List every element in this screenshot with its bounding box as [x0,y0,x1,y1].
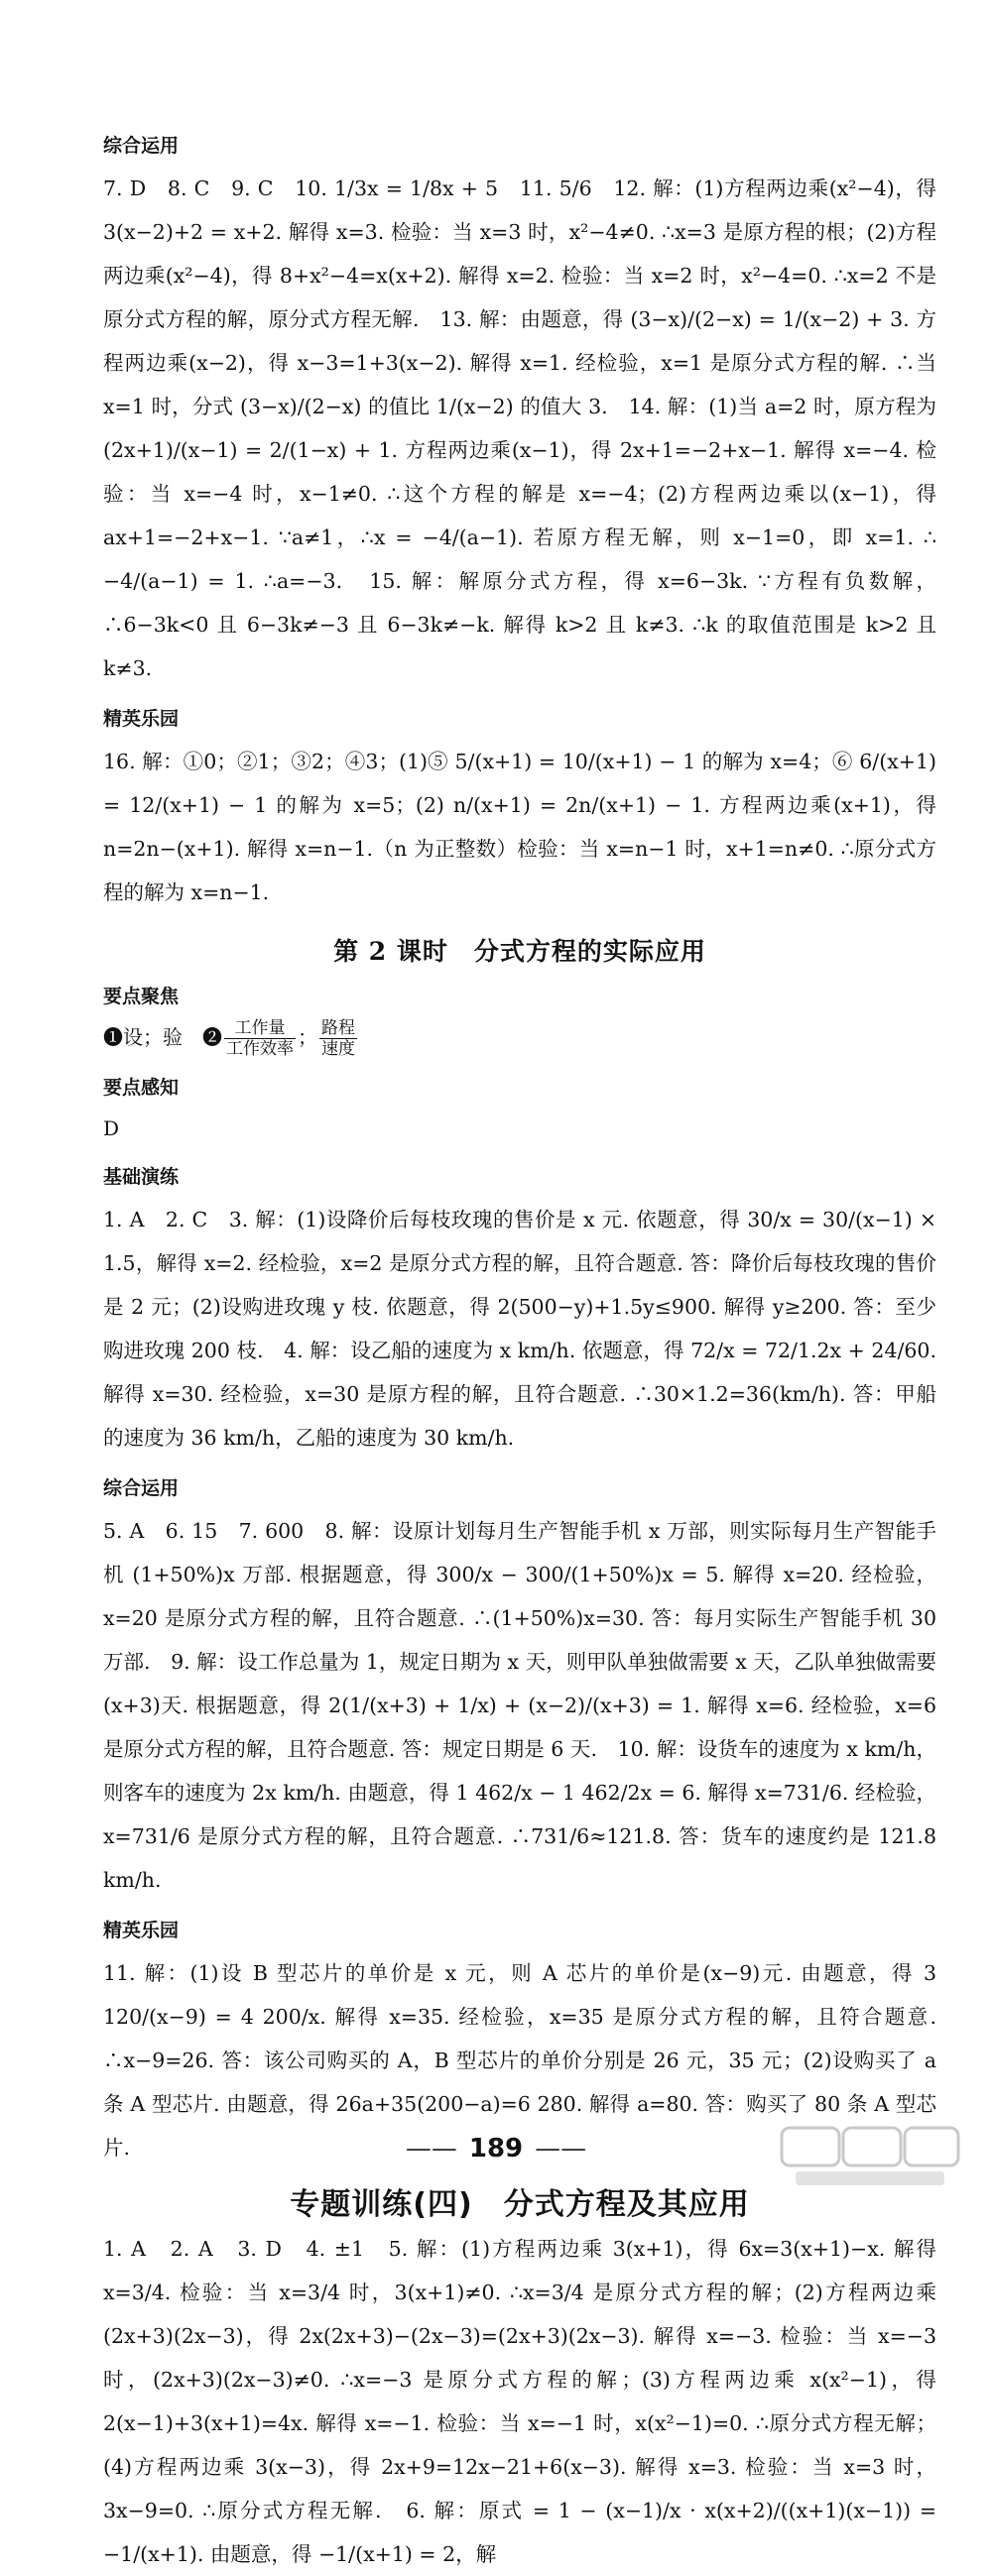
fraction-work [224,1018,296,1059]
special-training-title: 专题训练(四) 分式方程及其应用 [290,2187,750,2222]
section-heading-yaodian-ganzhi: 要点感知 [103,1077,180,1099]
section-heading-jingying: 精英乐园 [103,708,180,730]
answer-16: 16. 解：①0；②1；③2；④3；(1)⑤ 5/(x+1) = 10/(x+1) − 1 的解为 x=4；⑥ 6/(x+1) = 12/(x+1) − 1 的解为 x=5；(2) n/(x+1) = 2n/(x+1) − 1. 方程两边乘(x+1)，得 n=2n−(x+1). 解得 x=n−1.（n 为正整数）检验：当 x=n−1 时，x+1=n≠0. ∴原分式方程的解为 x=n−1. [103,750,936,904]
answers-7-15: 7. D 8. C 9. C 10. 1/3x = 1/8x + 5 11. 5/6 12. 解：(1)方程两边乘(x²−4)，得 3(x−2)+2 = x+2. 解得 x=3. 检验：当 x=3 时，x²−4≠0. ∴x=3 是原方程的根；(2)方程两边乘(x²−4)，得 8+x²−4=x(x+2). 解得 x=2. 检验：当 x=2 时，x²−4=0. ∴x=2 不是原分式方程的解，原分式方程无解. 13. 解：由题意，得 (3−x)/(2−x) = 1/(x−2) + 3. 方程两边乘(x−2)，得 x−3=1+3(x−2). 解得 x=1. 经检验，x=1 是原分式方程的解. ∴当 x=1 时，分式 (3−x)/(2−x) 的值比 1/(x−2) 的值大 3. 14. 解：(1)当 a=2 时，原方程为 (2x+1)/(x−1) = 2/(1−x) + 1. 方程两边乘(x−1)，得 2x+1=−2+x−1. 解得 x=−4. 检验：当 x=−4 时，x−1≠0. ∴这个方程的解是 x=−4；(2)方程两边乘以(x−1)，得 ax+1=−2+x−1. ∵a≠1，∴x = −4/(a−1). 若原方程无解，则 x−1=0，即 x=1. ∴ −4/(a−1) = 1. ∴a=−3. 15. 解：解原分式方程，得 x=6−3k. ∵方程有负数解，∴6−3k<0 且 6−3k≠−3 且 6−3k≠−k. 解得 k>2 且 k≠3. ∴k 的取值范围是 k>2 且 k≠3. [103,176,936,680]
page-number: 189 [468,2134,524,2164]
lesson-2-title: 第 2 课时 分式方程的实际应用 [333,937,706,966]
key-points-answer [103,1017,936,1059]
section-heading-jichu: 基础演练 [103,1166,180,1188]
watermark-logo [776,2122,964,2191]
footer-dash-right: —— [535,2134,587,2164]
section-heading-zonghe: 综合运用 [103,135,180,157]
fraction-speed-denominator: 速度 [321,1039,355,1059]
page-content [103,117,936,2576]
answers-1-4: 1. A 2. C 3. 解：(1)设降价后每枝玫瑰的售价是 x 元. 依题意，得 30/x = 30/(x−1) × 1.5，解得 x=2. 经检验，x=2 是原分式方程的解，且符合题意. 答：降价后每枝玫瑰的售价是 2 元；(2)设购进玫瑰 y 枝. 依题意，得 2(500−y)+1.5y≤900. 解得 y≥200. 答：至少购进玫瑰 200 枝. 4. 解：设乙船的速度为 x km/h. 依题意，得 72/x = 72/1.2x + 24/60. 解得 x=30. 经检验，x=30 是原方程的解，且符合题意. ∴30×1.2=36(km/h). 答：甲船的速度为 36 km/h，乙船的速度为 30 km/h. [103,1208,936,1450]
section-heading-jingying-2: 精英乐园 [103,1920,180,1941]
fraction-speed-numerator: 路程 [321,1018,355,1038]
section-heading-yaodian-juji: 要点聚焦 [103,986,180,1007]
key-points-prefix: ❶设；验 ❷ [103,1025,222,1049]
ganzhi-answer: D [103,1116,120,1140]
section-heading-zonghe-2: 综合运用 [103,1477,180,1499]
fraction-speed [319,1018,357,1059]
answers-5-10: 5. A 6. 15 7. 600 8. 解：设原计划每月生产智能手机 x 万部，则实际每月生产智能手机 (1+50%)x 万部. 根据题意，得 300/x − 300/(1+50%)x = 5. 解得 x=20. 经检验，x=20 是原分式方程的解，且符合题意. ∴(1+50%)x=30. 答：每月实际生产智能手机 30 万部. 9. 解：设工作总量为 1，规定日期为 x 天，则甲队单独做需要 x 天，乙队单独做需要(x+3)天. 根据题意，得 2(1/(x+3) + 1/x) + (x−2)/(x+3) = 1. 解得 x=6. 经检验，x=6 是原分式方程的解，且符合题意. 答：规定日期是 6 天. 10. 解：设货车的速度为 x km/h，则客车的速度为 2x km/h. 由题意，得 1 462/x − 1 462/2x = 6. 解得 x=731/6. 经检验，x=731/6 是原分式方程的解，且符合题意. ∴731/6≈121.8. 答：货车的速度约是 121.8 km/h. [103,1519,936,1892]
fraction-work-denominator: 工作效率 [226,1039,294,1059]
footer-dash-left: —— [405,2134,457,2164]
key-points-separator: ； [298,1025,317,1049]
answer-11: 11. 解：(1)设 B 型芯片的单价是 x 元，则 A 芯片的单价是(x−9)元. 由题意，得 3 120/(x−9) = 4 200/x. 解得 x=35. 经检验，x=35 是原分式方程的解，且符合题意. ∴x−9=26. 答：该公司购买的 A，B 型芯片的单价分别是 26 元，35 元；(2)设购买了 a 条 A 型芯片. 由题意，得 26a+35(200−a)=6 280. 解得 a=80. 答：购买了 80 条 A 型芯片. [103,1961,936,2160]
fraction-work-numerator: 工作量 [224,1018,296,1039]
special-training-answers: 1. A 2. A 3. D 4. ±1 5. 解：(1)方程两边乘 3(x+1)，得 6x=3(x+1)−x. 解得 x=3/4. 检验：当 x=3/4 时，3(x+1)≠0. ∴x=3/4 是原分式方程的解；(2)方程两边乘(2x+3)(2x−3)，得 2x(2x+3)−(2x−3)=(2x+3)(2x−3). 解得 x=−3. 检验：当 x=−3 时，(2x+3)(2x−3)≠0. ∴x=−3 是原分式方程的解；(3)方程两边乘 x(x²−1)，得 2(x−1)+3(x+1)=4x. 解得 x=−1. 检验：当 x=−1 时，x(x²−1)=0. ∴原分式方程无解；(4)方程两边乘 3(x−3)，得 2x+9=12x−21+6(x−3). 解得 x=3. 检验：当 x=3 时，3x−9=0. ∴原分式方程无解. 6. 解：原式 = 1 − (x−1)/x · x(x+2)/((x+1)(x−1)) = −1/(x+1). 由题意，得 −1/(x+1) = 2，解 [103,2237,936,2566]
